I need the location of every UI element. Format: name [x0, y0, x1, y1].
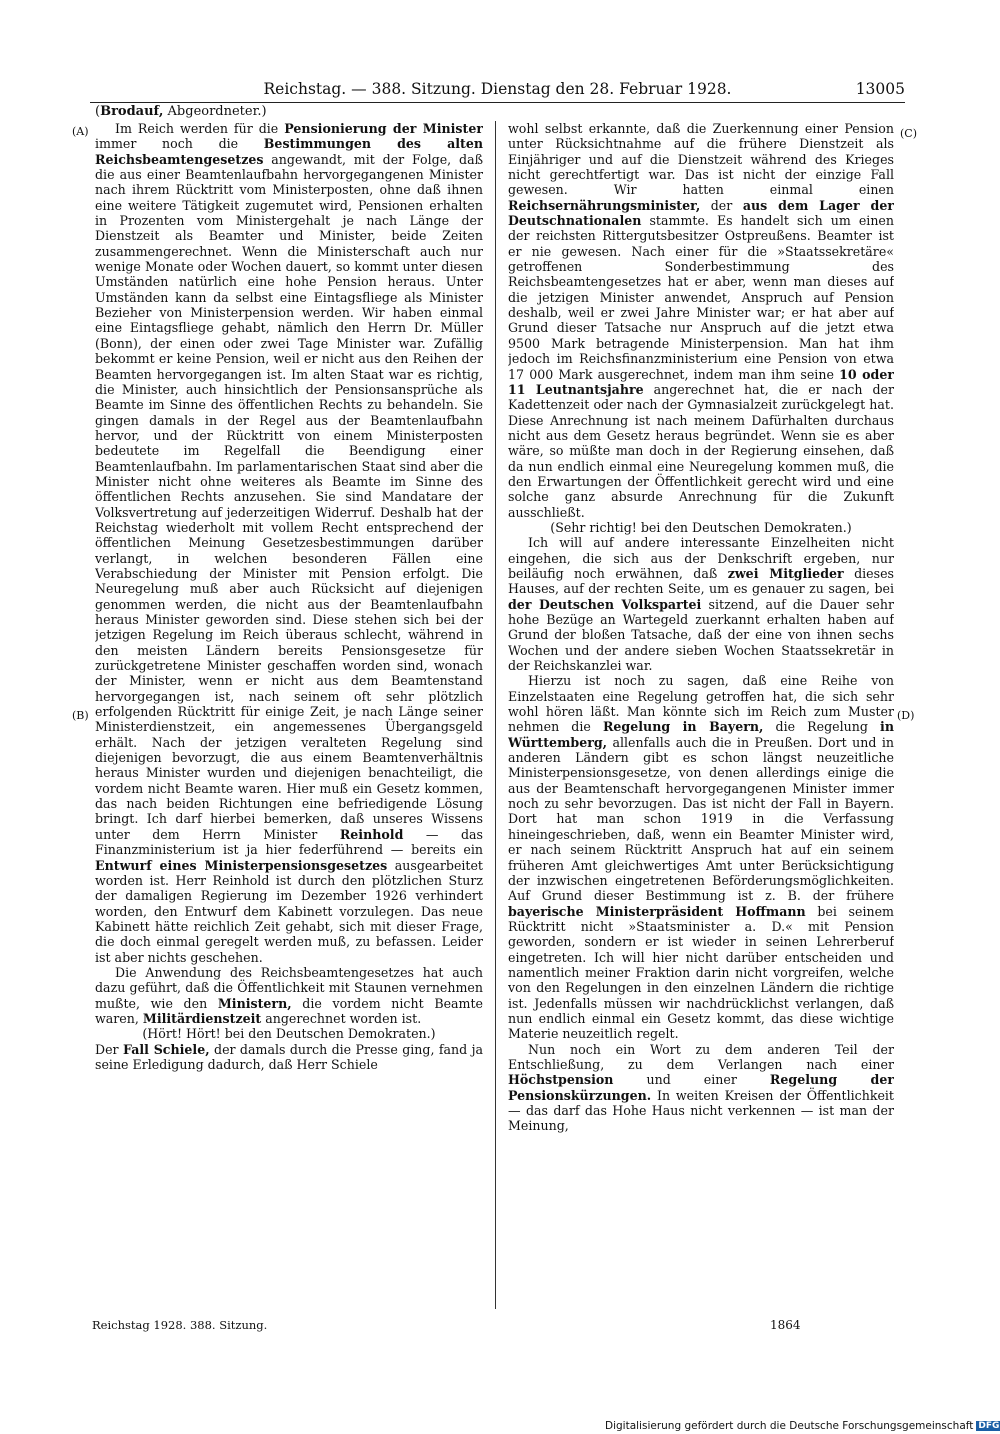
right-paragraph-4 [508, 1042, 894, 1134]
dfg-credit [605, 1420, 1000, 1432]
page-header [90, 80, 905, 103]
text-run: die vordem nicht Beamte waren, [95, 995, 483, 1026]
margin-mark-a: (A) [72, 125, 89, 138]
text-run: wohl selbst erkannte, daß die Zuerkennung einer Pension unter Rücksichtnahme auf die frühere Dienstzeit als Einjähriger und auf die Dienstzeit während des Krieges nicht gerechtfertigt war. Das ist nicht der einzige Fall gewesen. Wir hatten einmal einen [508, 121, 894, 198]
header-title: Reichstag. — 388. Sitzung. Dienstag den 28. Februar 1928. [263, 80, 732, 98]
speaker-line [95, 104, 267, 119]
right-column [508, 121, 894, 1311]
bold-run: aus dem Lager der Deutschnationalen [508, 197, 894, 229]
bold-run: Höchstpension [508, 1072, 614, 1088]
bold-run: der Deutschen Volkspartei [508, 596, 702, 612]
text-run: angerechnet hat, die er nach der Kadettenzeit oder nach der Gymnasialzeit zurückgelegt hat. Diese Anrechnung ist nach meinem Dafürhalten durchaus nicht aus dem Gesetz heraus begründet. Wenn sie es aber wäre, so müßte man doch in der Regierung einsehen, daß da nun endlich einmal eine Neuregelung kommen muß, die den Erwartungen der Öffentlichkeit gerecht wird und eine solche ganz absurde Anrechnung für die Zukunft ausschließt. [508, 381, 894, 520]
text-run: stammte. Es handelt sich um einen der reichsten Rittergutsbesitzer Ostpreußens. Beamter ist er nie gewesen. Nach einer für die »Staatssekretäre« getroffenen Sonderbestimmung des Reichsbeamtengesetzes hat er aber, wenn man dieses auf die jetzigen Minister anwendet, Anspruch auf Pension deshalb, weil er zwei Jahre Minister war; er hat aber auf Grund dieser Tatsache nur Anspruch auf die jetzt etwa 9500 Mark betragende Ministerpension. Man hat ihm jedoch im Reichsfinanzministerium eine Pension von etwa 17 000 Mark ausgerechnet, indem man ihm seine [508, 213, 894, 382]
right-paragraph-2 [508, 535, 894, 673]
footer-session: Reichstag 1928. 388. Sitzung. [92, 1318, 268, 1332]
text-run: der damals durch die Presse ging, fand ja seine Erledigung dadurch, daß Herr Schiele [95, 1041, 483, 1072]
margin-mark-c: (C) [900, 127, 917, 140]
column-divider [495, 121, 496, 1309]
dfg-credit-text: Digitalisierung gefördert durch die Deutsche Forschungsgemeinschaft [605, 1420, 974, 1432]
bold-run: Pensionierung der Minister [284, 121, 483, 136]
left-paragraph-2 [95, 965, 483, 1026]
text-run: Im Reich werden für die [115, 121, 285, 136]
footer-sheet-number: 1864 [770, 1318, 801, 1332]
bold-run: Bestimmungen des alten Reichsbeamtengesetzes [95, 136, 483, 167]
bold-run: zwei Mitglieder [727, 565, 844, 581]
text-run: Hierzu ist noch zu sagen, daß eine Reihe von Einzelstaaten eine Regelung getroffen hat, die sich sehr wohl hören läßt. Man könnte sich im Reich zum Muster nehmen die [508, 673, 894, 735]
bold-run: Entwurf eines Ministerpensionsgesetzes [95, 857, 388, 873]
bold-run: bayerische Ministerpräsident Hoffmann [508, 903, 806, 919]
text-run: In weiten Kreisen der Öffentlichkeit — das darf das Hohe Haus nicht verkennen — ist man der Meinung, [508, 1087, 894, 1134]
bold-run: Fall Schiele, [122, 1041, 210, 1057]
left-column [95, 121, 483, 1311]
bold-run: in Württemberg, [508, 719, 894, 750]
bold-run: Reinhold [339, 826, 404, 842]
text-run: ausgearbeitet worden ist. Herr Reinhold ist durch den plötzlichen Sturz der damaligen Regierung im Dezember 1926 verhindert worden, den Entwurf dem Kabinett vorzulegen. Das neue Kabinett hätte reichlich Zeit gehabt, sich mit dieser Frage, die doch einmal geregelt werden muß, zu befassen. Leider ist aber nichts geschehen. [95, 857, 483, 965]
text-run: allenfalls auch die in Preußen. Dort und in anderen Ländern gibt es schon längst neuzeitliche Ministerpensionsgesetze, von denen allerdings einige die aus der Beamtenschaft hervorgegangenen Minister immer noch zu sehr bevorzugen. Das ist nicht der Fall in Bayern. Dort hat man schon 1919 in die Verfassung hineingeschrieben, daß, wenn ein Beamter Minister wird, er nach seinem Rücktritt Anspruch hat auf ein seinem früheren Amt gleichwertiges Amt unter Berücksichtigung der inzwischen eingetretenen Beförderungsmöglichkeiten. Auf Grund dieser Bestimmung ist z. B. der frühere [508, 734, 894, 904]
left-paragraph-1 [95, 121, 483, 965]
margin-mark-b: (B) [72, 709, 89, 722]
bold-run: Militärdienstzeit [142, 1010, 262, 1026]
text-run: sitzend, auf die Dauer sehr hohe Bezüge an Wartegeld zuerkannt erhalten haben auf Grund der bloßen Tatsache, daß der eine von ihnen sechs Wochen und der andere sieben Wochen Staatssekretär in der Reichskanzlei war. [508, 596, 894, 674]
text-run: die Regelung [763, 719, 881, 735]
text-run: dieses Hauses, auf der rechten Seite, um es genauer zu sagen, bei [508, 565, 894, 597]
speaker-role: Abgeordneter.) [167, 104, 267, 119]
bold-run: Regelung in Bayern, [602, 719, 764, 735]
text-run: Ich will auf andere interessante Einzelheiten nicht eingehen, die sich aus der Denkschrift ergeben, nur beiläufig noch erwähnen, daß [508, 535, 894, 581]
text-run: angerechnet worden ist. [261, 1010, 422, 1026]
page-number: 13005 [855, 80, 905, 98]
left-paragraph-3 [95, 1042, 483, 1073]
left-interjection: (Hört! Hört! bei den Deutschen Demokraten.) [142, 1026, 436, 1042]
bold-run: Reichsernährungsminister, [508, 197, 701, 213]
text-run: — das Finanzministerium ist ja hier federführend — bereits ein [95, 826, 483, 858]
dfg-logo: DFG [978, 1421, 1000, 1431]
text-run: Der [95, 1041, 123, 1057]
bold-run: Regelung der Pensionskürzungen. [508, 1072, 894, 1103]
text-run: immer noch die [95, 136, 264, 152]
text-run: Nun noch ein Wort zu dem anderen Teil der Entschließung, zu dem Verlangen nach einer [508, 1041, 894, 1072]
speaker-name: Brodauf, [100, 104, 164, 119]
text-run: Die Anwendung des Reichsbeamtengesetzes hat auch dazu geführt, daß die Öffentlichkeit mit Staunen vernehmen mußte, wie den [95, 964, 483, 1011]
right-interjection: (Sehr richtig! bei den Deutschen Demokraten.) [550, 519, 852, 535]
text-run: angewandt, mit der Folge, daß die aus einer Beamtenlaufbahn hervorgegangenen Minister nach ihrem Rücktritt vom Ministerposten, ohne daß ihnen eine weitere Tätigkeit zugemutet wird, Pensionen erhalten in Prozenten vom Ministergehalt je nach Länge der Dienstzeit als Beamter und Minister, beide Zeiten zusammengerechnet. Wenn die Ministerschaft auch nur wenige Monate oder Wochen dauert, so kommt unter diesen Umständen natürlich eine hohe Pension heraus. Unter Umständen kann da selbst eine Eintagsfliege als Minister Bezieher von Ministerpension werden. Wir haben einmal eine Eintagsfliege gehabt, nämlich den Herrn Dr. Müller (Bonn), der einen oder zwei Tage Minister war. Zufällig bekommt er keine Pension, weil er nicht aus den Reihen der Beamten hervorgegangen ist. Im alten Staat war es richtig, die Minister, auch hinsichtlich der Pensionsansprüche als Beamte im Sinne des öffentlichen Rechts zu behandeln. Sie gingen damals in der Regel aus der Beamtenlaufbahn hervor, und der Rücktritt von einem Ministerposten bedeutete im Regelfall die Beendigung einer Beamtenlaufbahn. Im parlamentarischen Staat sind aber die Minister nicht ohne weiteres als Beamte im Sinne des öffentlichen Rechts anzusehen. Sie sind Mandatare der Volksvertretung auf jederzeitigen Widerruf. Deshalb hat der Reichstag wiederholt mit vollem Recht entsprechend der öffentlichen Meinung Gesetzesbestimmungen darüber verlangt, in welchen besonderen Fällen eine Verabschiedung der Minister mit Pension erfolgt. Die Neuregelung muß aber auch Rücksicht auf diejenigen genommen werden, die nicht aus der Beamtenlaufbahn heraus Minister geworden sind. Diese stehen sich bei der jetzigen Regelung im Reich überaus schlecht, während in den meisten Ländern bereits Pensionsgesetze für zurückgetretene Minister geschaffen worden sind, wonach der Minister, wenn er nicht aus dem Beamtenstand hervorgegangen ist, nach seinem oft sehr plötzlich erfolgenden Rücktritt für einige Zeit, je nach Länge seiner Ministerdienstzeit, ein angemessenes Übergangsgeld erhält. Nach der jetzigen veralteten Regelung sind diejenigen bevorzugt, die aus einem Beamtenverhältnis heraus Minister wurden und diejenigen benachteiligt, die vordem nicht Beamte waren. Hier muß ein Gesetz kommen, das nach beiden Richtungen eine befriedigende Lösung bringt. Ich darf hierbei bemerken, daß unseres Wissens unter dem Herrn Minister [95, 151, 483, 842]
text-run: der [700, 197, 743, 213]
right-paragraph-1 [508, 121, 894, 520]
margin-mark-d: (D) [897, 709, 915, 722]
bold-run: Ministern, [217, 995, 292, 1011]
text-run: und einer [613, 1072, 770, 1088]
text-run: bei seinem Rücktritt nicht »Staatsminister a. D.« mit Pension geworden, sondern er ist wieder in seinen Lehrerberuf eingetreten. Ich will hier nicht darüber entscheiden und namentlich meiner Fraktion darin nicht vorgreifen, welche von den Regelungen in den einzelnen Ländern die richtige ist. Jedenfalls müssen wir nachdrücklichst verlangen, daß nun endlich einmal ein Gesetz kommt, das diese wichtige Materie neuzeitlich regelt. [508, 903, 894, 1042]
speaker-open-paren: ( [95, 104, 101, 119]
bold-run: 10 oder 11 Leutnantsjahre [508, 366, 894, 397]
right-paragraph-3 [508, 673, 894, 1041]
